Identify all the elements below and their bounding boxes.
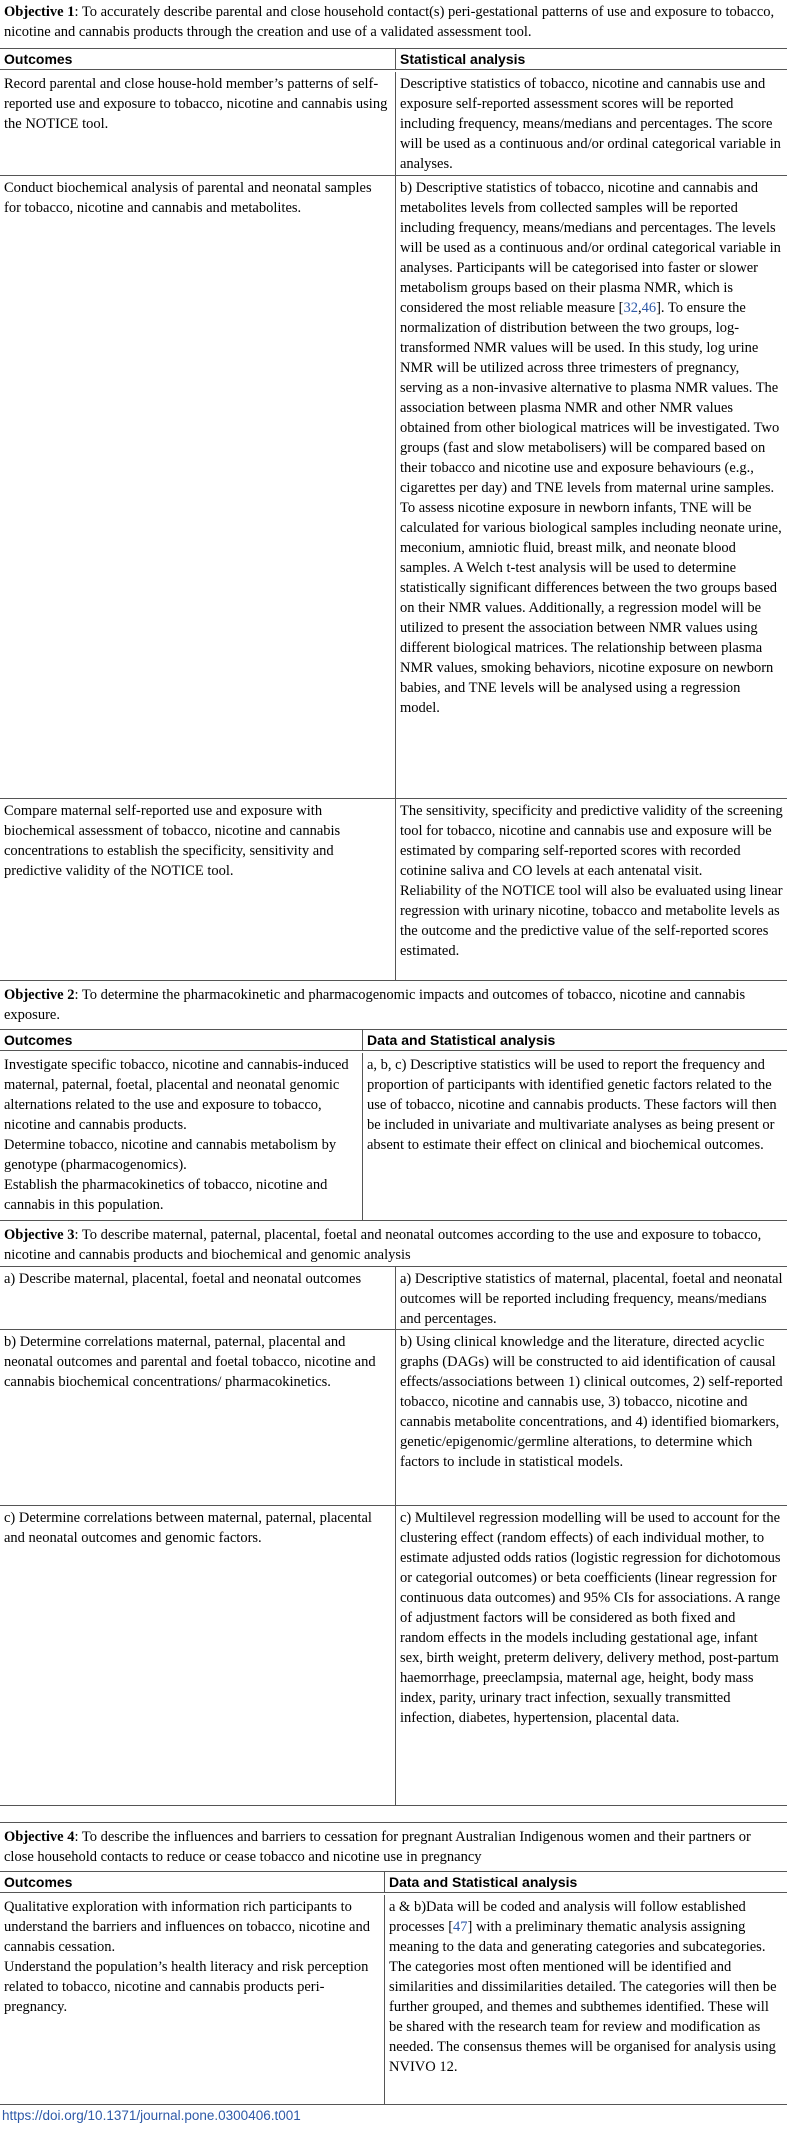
objective-4-heading <box>0 1822 787 1869</box>
doi-link[interactable]: https://doi.org/10.1371/journal.pone.0300406.t001 <box>2 2108 301 2123</box>
objective-4-table-header <box>0 1871 787 1893</box>
column-header-data-statistical-analysis: Data and Statistical analysis <box>384 1872 787 1892</box>
objective-1-row-1 <box>0 72 787 176</box>
objective-3-row-2-outcome: b) Determine correlations maternal, paternal, placental and neonatal outcomes and parental and foetal tobacco, nicotine and cannabis biochemical concentrations/ pharmacokinetics. <box>4 1334 376 1390</box>
objective-1-row-3 <box>0 799 787 981</box>
objective-3-row-3-analysis: c) Multilevel regression modelling will be used to account for the clustering effect (random effects) of each individual mother, to estimate adjusted odds ratios (logistic regression for dichotomous or categorial outcomes) or beta coefficients (linear regression for continuous data outcomes) and 95% CIs for associations. A range of adjustment factors will be considered as both fixed and random effects in the models including gestational age, infant sex, birth weight, preterm delivery, delivery method, post-partum haemorrhage, preeclampsia, maternal age, height, body mass index, parity, urinary tract infection, sexually transmitted infection, diabetes, hypertension, placental data. <box>395 1506 787 1805</box>
objective-3-row-1-outcome: a) Describe maternal, placental, foetal and neonatal outcomes <box>4 1271 362 1287</box>
objective-2-text: : To determine the pharmacokinetic and pharmacogenomic impacts and outcomes of tobacco, nicotine and cannabis exposure. <box>4 987 746 1023</box>
objective-3-label: Objective 3 <box>4 1227 75 1243</box>
objective-1-row-2-analysis <box>395 176 787 798</box>
objective-1-text: : To accurately describe parental and close household contact(s) peri-gestational patterns of use and exposure to tobacco, nicotine and cannabis products through the creation and use of a validated assessment tool. <box>4 4 775 40</box>
objective-3-text: : To describe maternal, paternal, placental, foetal and neonatal outcomes according to the use and exposure to tobacco, nicotine and cannabis products and biochemical and genomic analysis <box>4 1227 762 1263</box>
analysis-text-part-1: a & b)Data will be coded and analysis will follow established processes [ <box>389 1899 746 1935</box>
objective-1-row-3-outcome: Compare maternal self-reported use and exposure with biochemical assessment of tobacco, nicotine and cannabis concentrations to establish the specificity, sensitivity and predictive validity of the NOTICE tool. <box>4 803 341 879</box>
analysis-text-part-2: ] with a preliminary thematic analysis assigning meaning to the data and generating categories and subcategories. The categories most often mentioned will be identified and similarities and dissimilarities detailed. The categories will then be further grouped, and themes and subthemes identified. These will be shared with the research team for review and modification as needed. The consensus themes will be organised for analysis using NVIVO 12. <box>389 1919 777 2075</box>
objective-1-label: Objective 1 <box>4 4 75 20</box>
analysis-text-part-2: ]. To ensure the normalization of distribution between the two groups, log-transformed NMR values will be used. In this study, log urine NMR will be utilized across three trimesters of pregnancy, serving as a non-invasive alternative to plasma NMR values. The association between plasma NMR and other NMR values obtained from other biological matrices will be investigated. Two groups (fast and slow metabolisers) will be compared based on their tobacco and nicotine use and exposure behaviours (e.g., cigarettes per day) and TNE levels from maternal urine samples. To assess nicotine exposure in newborn infants, TNE will be calculated for various biological samples including neonate urine, meconium, amniotic fluid, breast milk, and neonate blood samples. A Welch t-test analysis will be used to determine statistically significant differences between the two groups based on their NMR values. Additionally, a regression model will be utilized to present the association between NMR values using different biological matrices. The relationship between plasma NMR values, smoking behaviors, nicotine exposure on newborn babies, and TNE levels will be analysed using a regression model. <box>400 300 782 716</box>
outcome-item-2: Determine tobacco, nicotine and cannabis metabolism by genotype (pharmacogenomics). <box>4 1137 337 1173</box>
objective-4-text: : To describe the influences and barriers to cessation for pregnant Australian Indigenous women and their partners or close household contacts to reduce or cease tobacco and nicotine use in pregnancy <box>4 1829 751 1865</box>
objective-2-label: Objective 2 <box>4 987 75 1003</box>
objective-1-row-2 <box>0 176 787 799</box>
objective-3-row-2-analysis: b) Using clinical knowledge and the literature, directed acyclic graphs (DAGs) will be constructed to aid identification of causal effects/associations between 1) clinical outcomes, 2) self-reported tobacco, nicotine and cannabis use, 3) tobacco, nicotine and cannabis metabolite concentrations, and 4) identified biomarkers, genetic/epigenomic/germline alterations, to determine which factors to include in statistical models. <box>395 1330 787 1505</box>
analysis-text-part-1: b) Descriptive statistics of tobacco, nicotine and cannabis and metabolites levels from collected samples will be reported including frequency, means/medians and percentages. The levels will be used as a continuous and/or ordinal categorical variable in analyses. Participants will be categorised into faster or slower metabolism groups based on their plasma NMR, which is considered the most reliable measure [ <box>400 180 781 316</box>
objective-3-row-3-outcome: c) Determine correlations between maternal, paternal, placental and neonatal outcomes and genomic factors. <box>4 1510 372 1546</box>
objective-2-row-1-outcome <box>0 1053 362 1220</box>
outcome-item-1: Investigate specific tobacco, nicotine and cannabis-induced maternal, paternal, foetal, placental and neonatal genomic alternations related to the use and exposure to tobacco, nicotine and cannabis products. <box>4 1057 349 1133</box>
objective-1-row-1-outcome: Record parental and close house-hold member’s patterns of self-reported use and exposure to tobacco, nicotine and cannabis using the NOTICE tool. <box>4 76 388 132</box>
reference-link-32[interactable]: 32 <box>623 300 638 316</box>
objective-1-table-header <box>0 48 787 70</box>
outcome-item-1: Qualitative exploration with information rich participants to understand the barriers and influences on tobacco, nicotine and cannabis cessation. <box>4 1899 370 1955</box>
objective-1-row-1-analysis: Descriptive statistics of tobacco, nicotine and cannabis use and exposure self-reported assessment scores will be reported including frequency, means/medians and percentages. The score will be used as a continuous and/or ordinal categorical variable in analyses. <box>395 72 787 175</box>
objective-2-heading <box>0 983 787 1027</box>
analysis-paragraph-1: The sensitivity, specificity and predictive validity of the screening tool for tobacco, nicotine and cannabis use and exposure will be estimated by comparing self-reported scores with recorded cotinine saliva and CO levels at each antenatal visit. <box>400 803 783 879</box>
reference-link-46[interactable]: 46 <box>641 300 657 316</box>
column-header-statistical-analysis: Statistical analysis <box>395 49 787 69</box>
objective-2-row-1 <box>0 1053 787 1221</box>
column-header-outcomes: Outcomes <box>4 51 73 67</box>
objective-1-heading <box>0 0 787 46</box>
outcome-item-3: Establish the pharmacokinetics of tobacco, nicotine and cannabis in this population. <box>4 1177 328 1213</box>
column-header-data-statistical-analysis: Data and Statistical analysis <box>362 1030 787 1050</box>
column-header-outcomes: Outcomes <box>4 1032 73 1048</box>
objective-1-row-2-outcome: Conduct biochemical analysis of parental and neonatal samples for tobacco, nicotine and cannabis and metabolites. <box>4 180 372 216</box>
objective-1-row-3-analysis <box>395 799 787 980</box>
objective-4-row-1-outcome <box>0 1895 384 2104</box>
objective-4-row-1-analysis <box>384 1895 787 2104</box>
objective-3-row-1-analysis: a) Descriptive statistics of maternal, placental, foetal and neonatal outcomes will be reported including frequency, means/medians and percentages. <box>395 1267 787 1329</box>
reference-link-47[interactable]: 47 <box>453 1919 468 1935</box>
analysis-paragraph-2: Reliability of the NOTICE tool will also be evaluated using linear regression with urinary nicotine, tobacco and metabolite levels as the outcome and the predictive value of the self-reported scores estimated. <box>400 883 783 959</box>
objective-2-row-1-analysis: a, b, c) Descriptive statistics will be used to report the frequency and proportion of participants with identified genetic factors related to the use of tobacco, nicotine and cannabis products. These factors will then be included in univariate and multivariate analyses as being present or absent to estimate their effect on clinical and biochemical outcomes. <box>362 1053 787 1220</box>
objective-4-row-1 <box>0 1895 787 2105</box>
outcome-item-2: Understand the population’s health literacy and risk perception related to tobacco, nicotine and cannabis products peri-pregnancy. <box>4 1959 369 2015</box>
objective-3-row-2 <box>0 1330 787 1506</box>
objective-3-row-3 <box>0 1506 787 1806</box>
reference-separator: , <box>637 300 642 316</box>
objective-4-label: Objective 4 <box>4 1829 75 1845</box>
objective-3-row-1 <box>0 1266 787 1330</box>
column-header-outcomes: Outcomes <box>4 1874 73 1890</box>
objective-2-table-header <box>0 1029 787 1051</box>
objective-3-heading <box>0 1223 787 1265</box>
